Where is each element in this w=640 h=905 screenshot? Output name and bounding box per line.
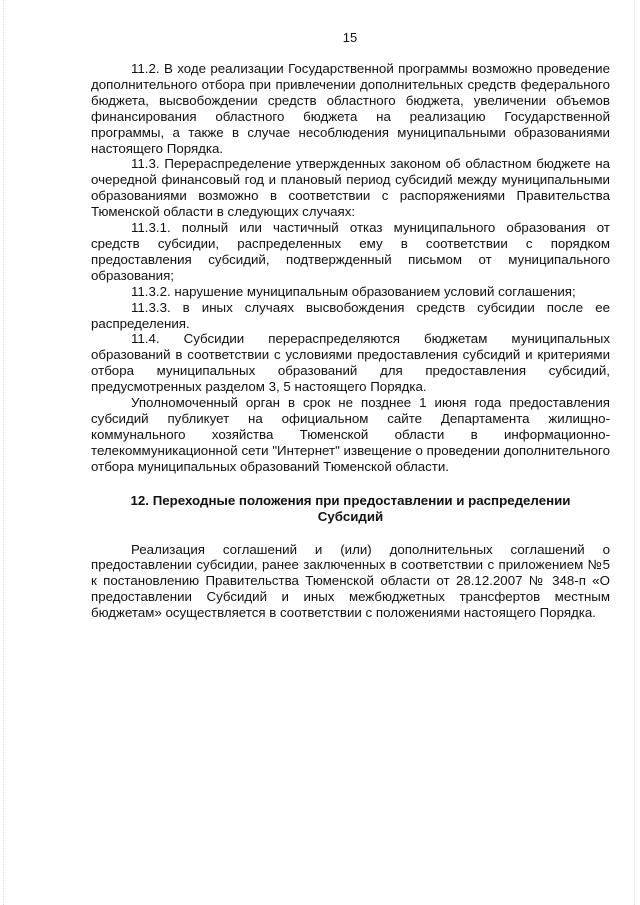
paragraph-11-3: 11.3. Перераспределение утвержденных законом об областном бюджете на очередной финансовый год и плановый период субсидий между муниципальными образованиями возможно в соответствии с распоряжениями Правительства Тюменской области в следующих случаях: xyxy=(91,156,610,220)
paragraph-11-2: 11.2. В ходе реализации Государственной программы возможно проведение дополнительного отбора при привлечении дополнительных средств федерального бюджета, высвобождении средств областного бюджета, увеличении объемов финансирования областного бюджета на реализацию Государственной программы, а также в случае несоблюдения муниципальными образованиями настоящего Порядка. xyxy=(91,61,610,156)
paragraph-authorized-body: Уполномоченный орган в срок не позднее 1 июня года предоставления субсидий публикует на официальном сайте Департамента жилищно-коммунального хозяйства Тюменской области в информационно-телекоммуникационной сети "Интернет" извещение о проведении дополнительного отбора муниципальных образований Тюменской области. xyxy=(91,395,610,474)
paragraph-12: Реализация соглашений и (или) дополнительных соглашений о предоставлении субсидии, ранее заключенных в соответствии с приложением №5 к постановлению Правительства Тюменской области от 28.12.2007 № 348-п «О предоставлении Субсидий и иных межбюджетных трансфертов местным бюджетам» осуществляется в соответствии с положениями настоящего Порядка. xyxy=(91,541,610,621)
paragraph-11-3-3: 11.3.3. в иных случаях высвобождения средств субсидии после ее распределения. xyxy=(91,299,610,331)
paragraph-11-3-1: 11.3.1. полный или частичный отказ муниципального образования от средств субсидии, распределенных ему в соответствии с порядком предоставления субсидий, подтвержденный письмом от муниципального образования; xyxy=(91,220,610,283)
paragraph-11-3-2: 11.3.2. нарушение муниципальным образованием условий соглашения; xyxy=(131,283,576,299)
document-body xyxy=(91,61,610,621)
scan-edge-right xyxy=(634,0,636,905)
page-number: 15 xyxy=(342,30,358,45)
scan-edge-left xyxy=(3,0,5,905)
section-12-heading: 12. Переходные положения при предоставлении и распределении Субсидий xyxy=(130,492,571,524)
paragraph-11-4: 11.4. Субсидии перераспределяются бюджетам муниципальных образований в соответствии с условиями предоставления субсидий и критериями отбора муниципальных образований для предоставления субсидий, предусмотренных разделом 3, 5 настоящего Порядка. xyxy=(91,331,610,395)
